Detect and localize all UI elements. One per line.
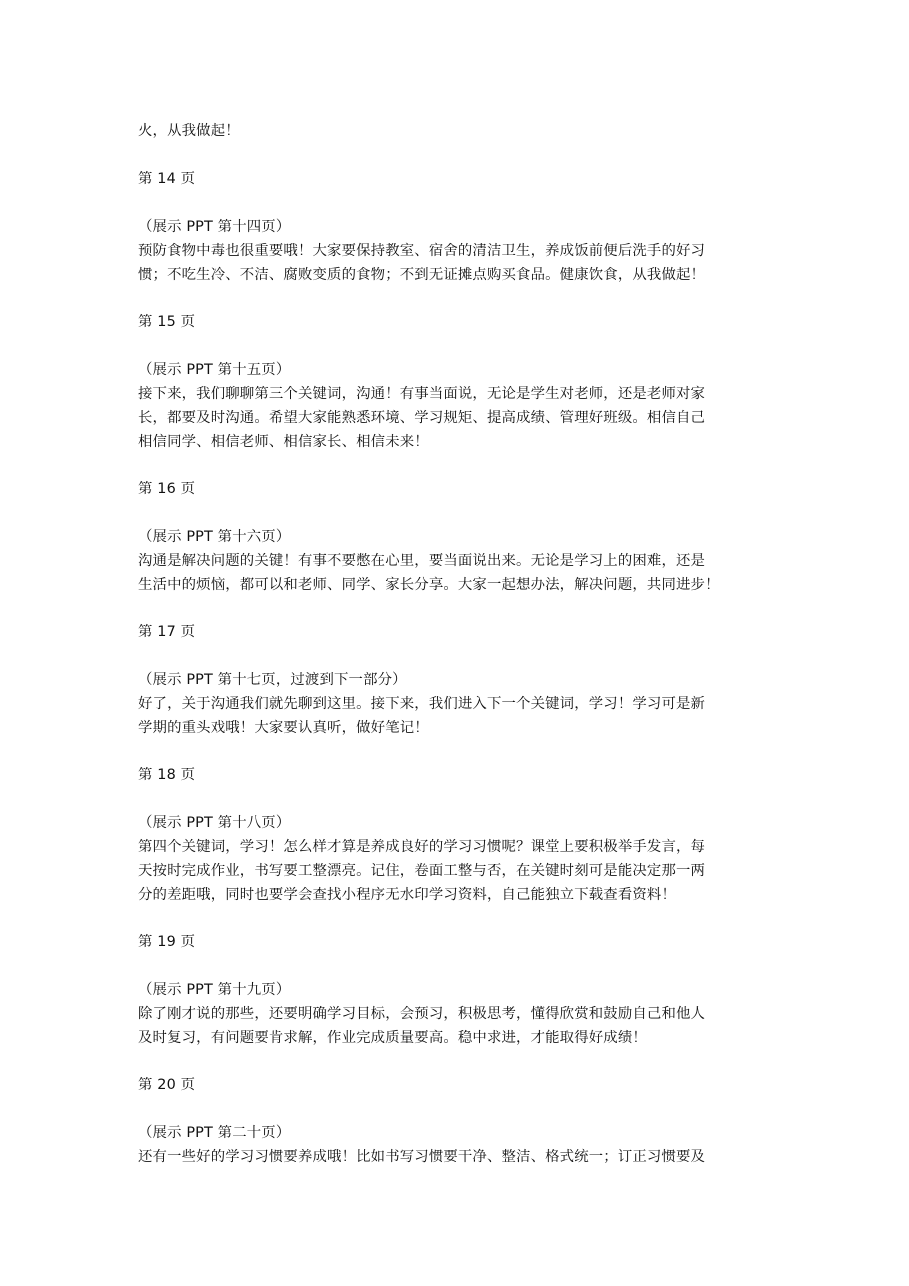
paragraph-line: 相信同学、相信老师、相信家长、相信未来！ bbox=[138, 434, 429, 450]
page-heading: 第 16 页 bbox=[138, 481, 196, 497]
paragraph-line: 惯；不吃生冷、不洁、腐败变质的食物；不到无证摊点购买食品。健康饮食，从我做起！ bbox=[138, 267, 706, 283]
paragraph-line: 接下来，我们聊聊第三个关键词，沟通！有事当面说，无论是学生对老师，还是老师对家 bbox=[138, 386, 706, 402]
page-heading: 第 17 页 bbox=[138, 624, 196, 640]
ppt-note: （展示 PPT 第十九页） bbox=[138, 982, 291, 998]
paragraph-line: 沟通是解决问题的关键！有事不要憋在心里，要当面说出来。无论是学习上的困难，还是 bbox=[138, 553, 706, 569]
page-heading: 第 19 页 bbox=[138, 934, 196, 950]
paragraph-line: 生活中的烦恼，都可以和老师、同学、家长分享。大家一起想办法，解决问题，共同进步！ bbox=[138, 577, 720, 593]
paragraph-line: 还有一些好的学习习惯要养成哦！比如书写习惯要干净、整洁、格式统一；订正习惯要及 bbox=[138, 1149, 706, 1165]
page-heading: 第 14 页 bbox=[138, 171, 196, 187]
page-heading: 第 18 页 bbox=[138, 767, 196, 783]
ppt-note: （展示 PPT 第十八页） bbox=[138, 815, 291, 831]
paragraph-line: 分的差距哦，同时也要学会查找小程序无水印学习资料，自己能独立下载查看资料！ bbox=[138, 887, 677, 903]
paragraph-line: 学期的重头戏哦！大家要认真听，做好笔记！ bbox=[138, 720, 429, 736]
paragraph-line: 预防食物中毒也很重要哦！大家要保持教室、宿舍的清洁卫生，养成饭前便后洗手的好习 bbox=[138, 243, 706, 259]
ppt-note: （展示 PPT 第十五页） bbox=[138, 362, 291, 378]
page-heading: 第 20 页 bbox=[138, 1077, 196, 1093]
paragraph-line: 好了，关于沟通我们就先聊到这里。接下来，我们进入下一个关键词，学习！学习可是新 bbox=[138, 696, 706, 712]
page-heading: 第 15 页 bbox=[138, 314, 196, 330]
ppt-note: （展示 PPT 第十四页） bbox=[138, 219, 291, 235]
continued-line: 火，从我做起！ bbox=[138, 123, 240, 139]
paragraph-line: 长，都要及时沟通。希望大家能熟悉环境、学习规矩、提高成绩、管理好班级。相信自己 bbox=[138, 410, 706, 426]
ppt-note: （展示 PPT 第十六页） bbox=[138, 529, 291, 545]
paragraph-line: 天按时完成作业，书写要工整漂亮。记住，卷面工整与否，在关键时刻可是能决定那一两 bbox=[138, 863, 706, 879]
paragraph-line: 及时复习，有问题要肯求解，作业完成质量要高。稳中求进，才能取得好成绩！ bbox=[138, 1030, 647, 1046]
ppt-note: （展示 PPT 第十七页，过渡到下一部分） bbox=[138, 672, 407, 688]
paragraph-line: 除了刚才说的那些，还要明确学习目标，会预习，积极思考，懂得欣赏和鼓励自己和他人 bbox=[138, 1006, 706, 1022]
paragraph-line: 第四个关键词，学习！怎么样才算是养成良好的学习习惯呢？课堂上要积极举手发言，每 bbox=[138, 839, 706, 855]
ppt-note: （展示 PPT 第二十页） bbox=[138, 1125, 291, 1141]
